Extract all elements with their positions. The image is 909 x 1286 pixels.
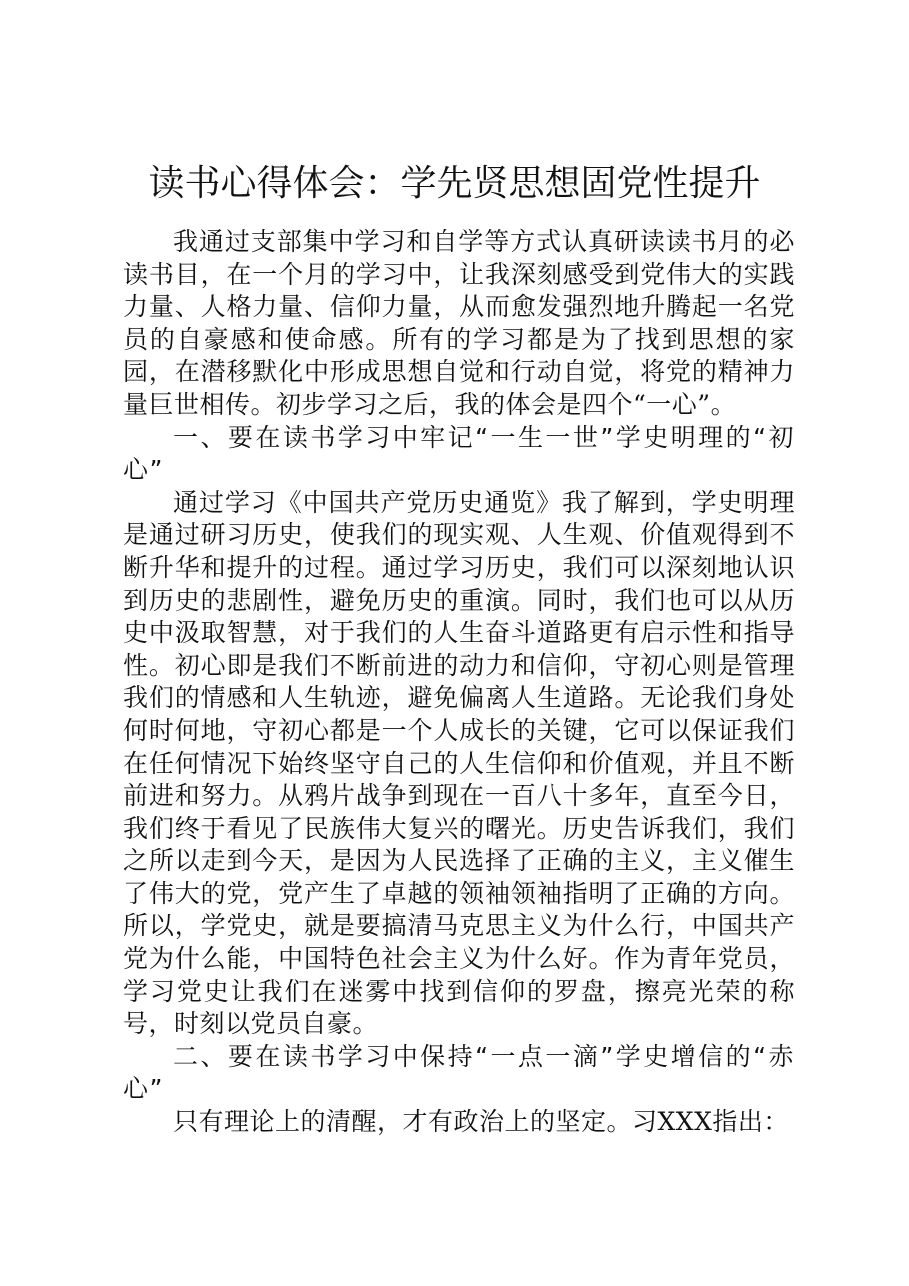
document-title: 读书心得体会：学先贤思想固党性提升 (148, 163, 761, 204)
section-2-paragraph: 只有理论上的清醒，才有政治上的坚定。习XXX指出： (173, 1107, 789, 1137)
section-1-paragraph: 通过学习《中国共产党历史通览》我了解到，学史明理是通过研习历史，使我们的现实观、人生观、价值观得到不断升华和提升的过程。通过学习历史，我们可以深刻地认识到历史的悲剧性，避免历史的重演。同时，我们也可以从历史中汲取智慧，对于我们的人生奋斗道路更有启示性和指导性。初心即是我们不断前进的动力和信仰，守初心则是管理我们的情感和人生轨迹，避免偏离人生道路。无论我们身处何时何地，守初心都是一个人成长的关键，它可以保证我们在任何情况下始终坚守自己的人生信仰和价值观，并且不断前进和努力。从鸦片战争到现在一百八十多年，直至今日，我们终于看见了民族伟大复兴的曙光。历史告诉我们，我们之所以走到今天，是因为人民选择了正确的主义，主义催生了伟大的党，党产生了卓越的领袖领袖指明了正确的方向。所以，学党史，就是要搞清马克思主义为什么行，中国共产党为什么能，中国特色社会主义为什么好。作为青年党员，学习党史让我们在迷雾中找到信仰的罗盘，擦亮光荣的称号，时刻以党员自豪。 (123, 487, 795, 1039)
section-heading-1: 一、要在读书学习中牢记“一生一世”学史明理的“初心” (123, 422, 795, 485)
document-body (123, 226, 795, 1139)
section-heading-2: 二、要在读书学习中保持“一点一滴”学史增信的“赤心” (123, 1041, 795, 1104)
intro-paragraph: 我通过支部集中学习和自学等方式认真研读读书月的必读书目，在一个月的学习中，让我深刻感受到党伟大的实践力量、人格力量、信仰力量，从而愈发强烈地升腾起一名党员的自豪感和使命感。所有的学习都是为了找到思想的家园，在潜移默化中形成思想自觉和行动自觉，将党的精神力量巨世相传。初步学习之后，我的体会是四个“一心”。 (123, 227, 795, 419)
